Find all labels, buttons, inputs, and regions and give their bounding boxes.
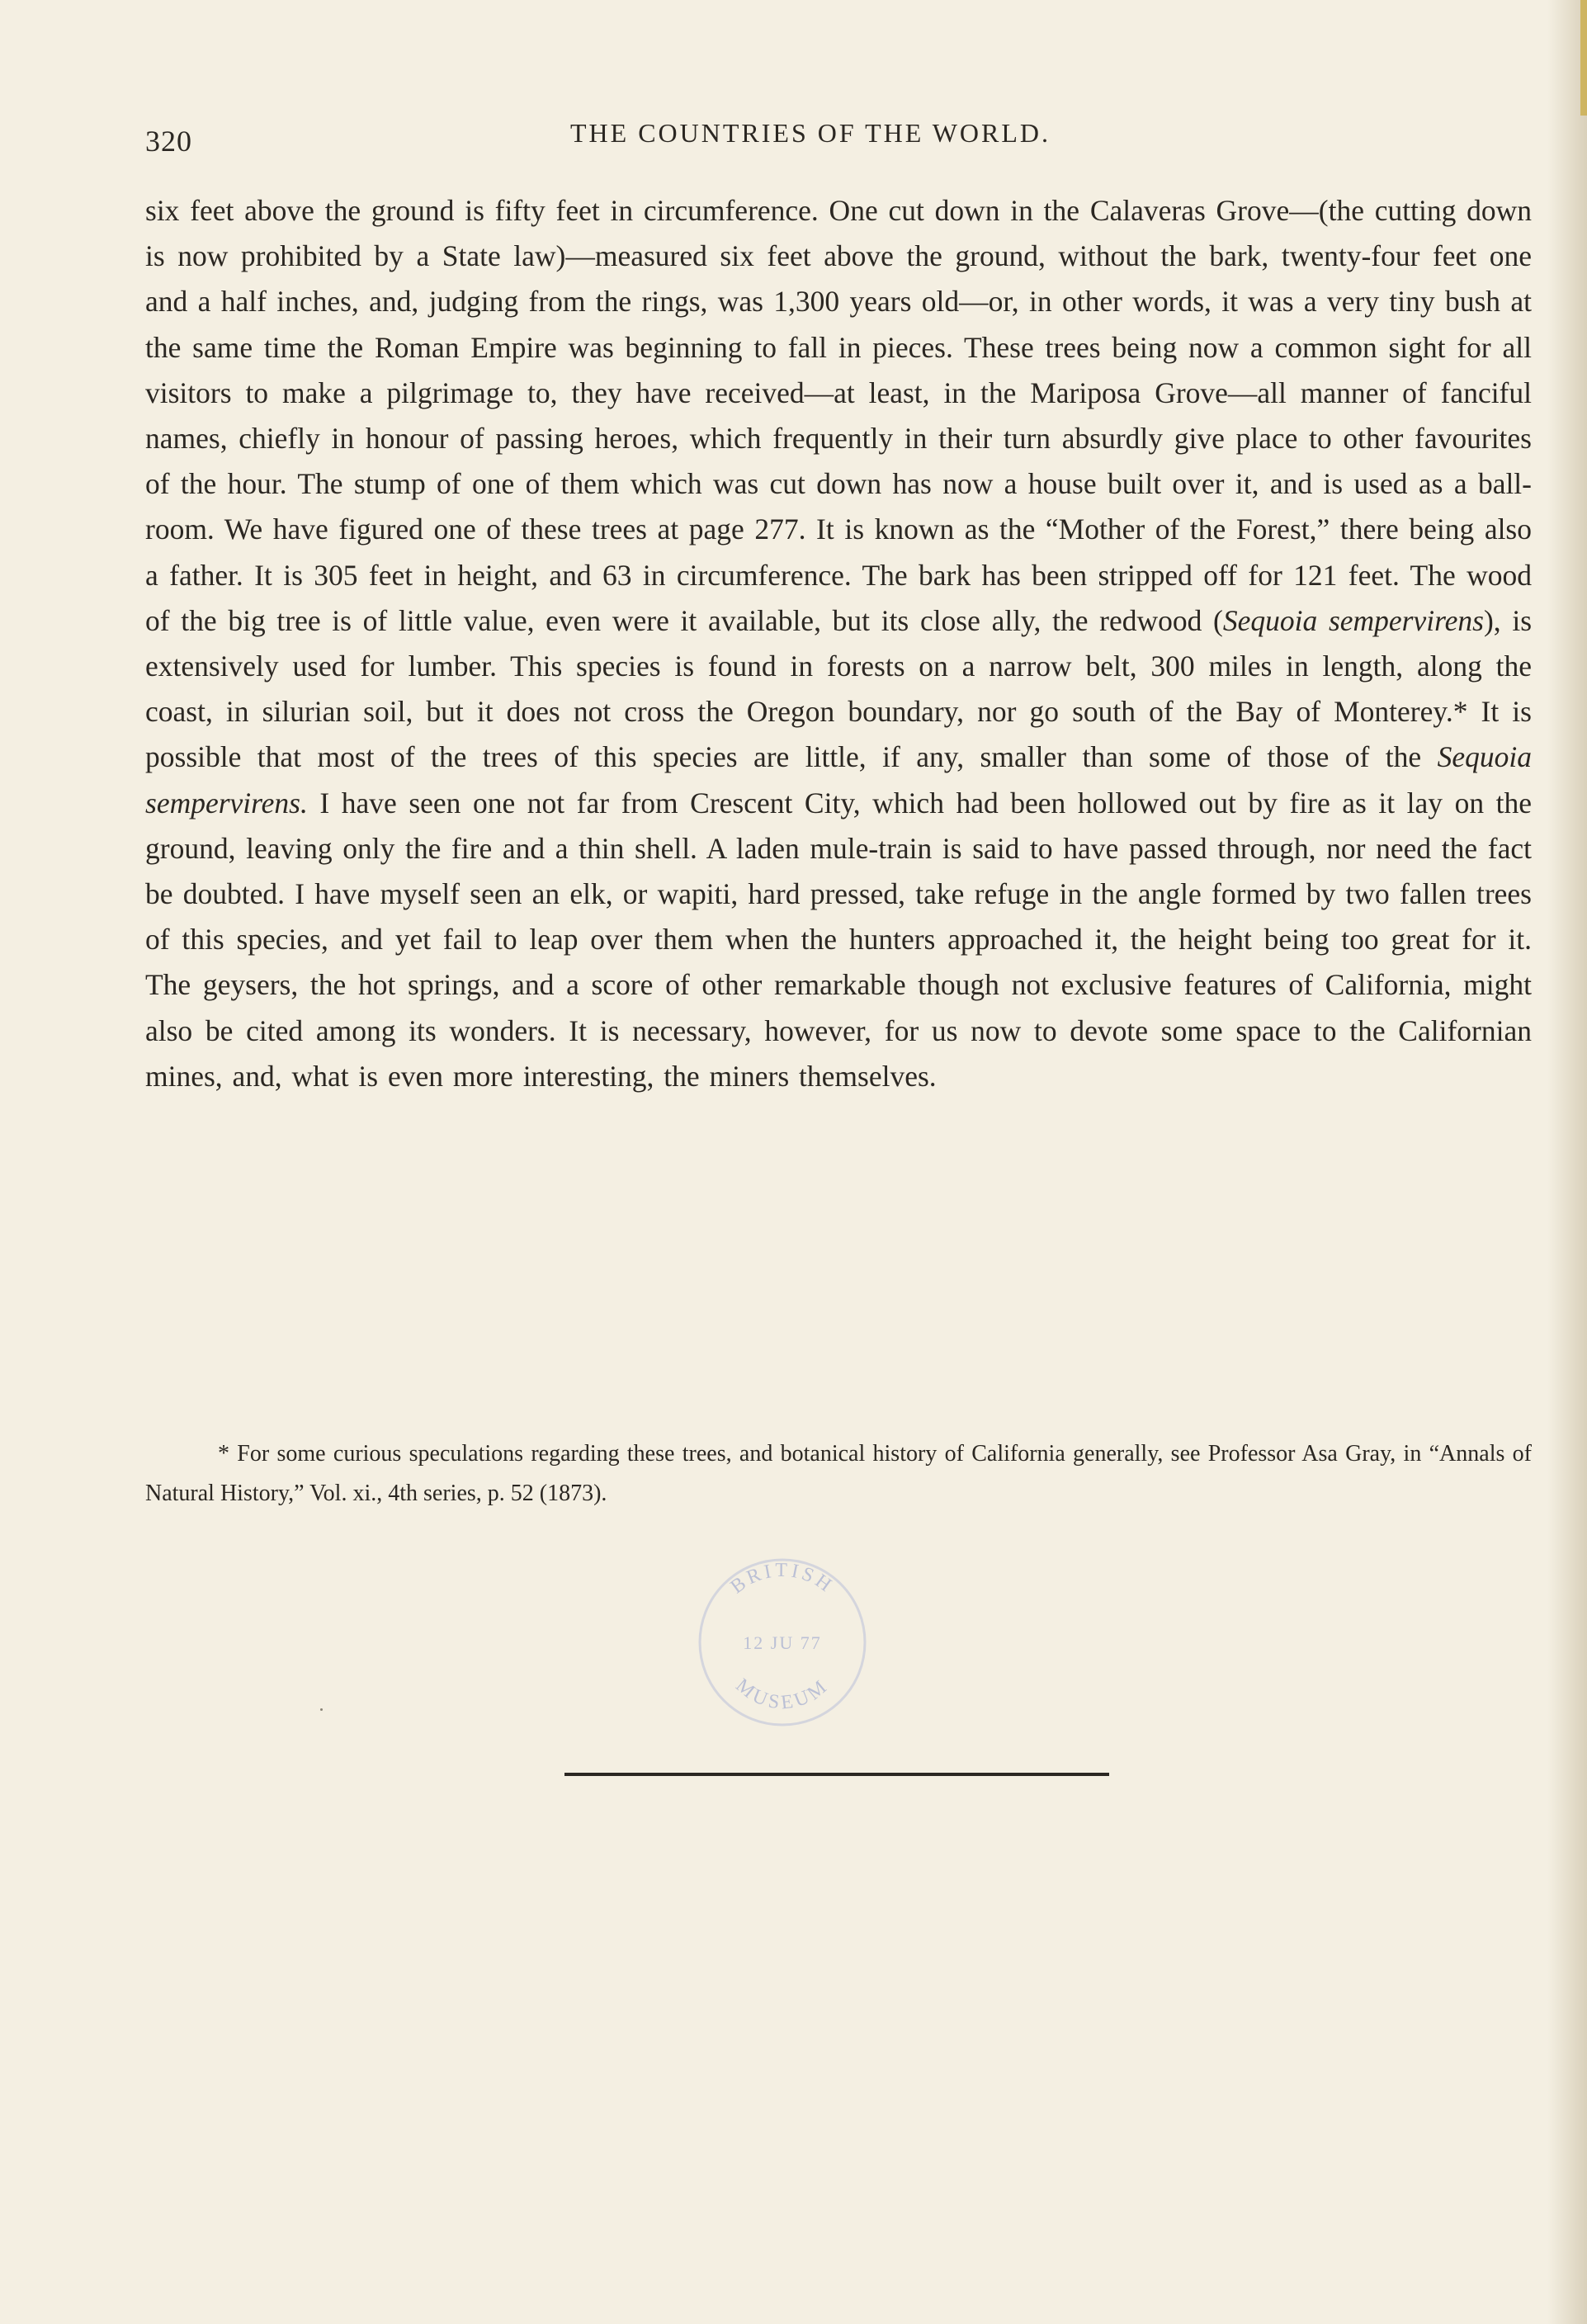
svg-text:BRITISH	[727, 1560, 838, 1598]
paper-speck	[320, 1708, 323, 1711]
page-header	[145, 116, 1532, 165]
running-title: THE COUNTRIES OF THE WORLD.	[570, 118, 1051, 148]
bottom-rule	[564, 1773, 1109, 1776]
footnote: * For some curious speculations regarding these trees, and botanical history of California generally, see Professor Asa Gray, in “Annals of Natural History,” Vol. xi., 4th series, p. 52 (1873).	[145, 1441, 1532, 1506]
stamp-bottom-text: MUSEUM	[731, 1675, 834, 1714]
stamp-date: 12 JU 77	[743, 1632, 822, 1653]
body-text-part-3: I have seen one not far from Crescent City, which had been hollowed out by fire as it lay on the ground, leaving only the fire and a thin shell. A laden mule-train is said to have passed through, nor need the fact be doubted. I have myself seen an elk, or wapiti, hard pressed, take refuge in the angle formed by two fallen trees of this species, and yet fail to leap over them when the hunters approached it, the height being too great for it. The geysers, the hot springs, and a score of other remarkable though not exclusive features of California, might also be cited among its wonders. It is necessary, however, for us now to devote some space to the Californian mines, and, what is even more interesting, the miners themselves.	[145, 786, 1532, 1093]
stamp-top-text: BRITISH	[726, 1559, 838, 1599]
page-number: 320	[145, 125, 192, 158]
svg-text:MUSEUM	[731, 1675, 833, 1713]
italic-species-name: Sequoia sempervirens	[1222, 603, 1484, 637]
library-stamp	[692, 1552, 873, 1733]
body-text-part-2: ), is extensively used for lumber. This species is found in forests on a narrow belt, 300 miles in length, along the coast, in silurian soil, but it does not cross the Oregon boundary, nor go south of the Bay of Monterey.* It is possible that most of the trees of this species are little, if any, smaller than some of those of the	[145, 603, 1533, 774]
body-paragraph	[145, 188, 1532, 1099]
italic-species-name-2: Sequoia sempervirens.	[145, 740, 1532, 820]
page-edge-mark	[1580, 0, 1587, 116]
body-text-part-1: six feet above the ground is fifty feet in circumference. One cut down in the Calaveras Grove—(the cutting down is now prohibited by a State law)—measured six feet above the ground, without the bark, twenty-four feet one and a half inches, and, judging from the rings, was 1,300 years old—or, in other words, it was a very tiny bush at the same time the Roman Empire was beginning to fall in pieces. These trees being now a common sight for all visitors to make a pilgrimage to, they have received—at least, in the Mariposa Grove—all manner of fanciful names, chiefly in honour of passing heroes, which frequently in their turn absurdly give place to other favourites of the hour. The stump of one of them which was cut down has now a house built over it, and is used as a ball-room. We have figured one of these trees at page 277. It is known as the “Mother of the Forest,” there being also a father. It is 305 feet in height, and 63 in circumference. The bark has been stripped off for 121 feet. The wood of the big tree is of little value, even were it available, but its close ally, the redwood (	[145, 194, 1532, 637]
page-edge-shadow	[1547, 0, 1587, 2324]
